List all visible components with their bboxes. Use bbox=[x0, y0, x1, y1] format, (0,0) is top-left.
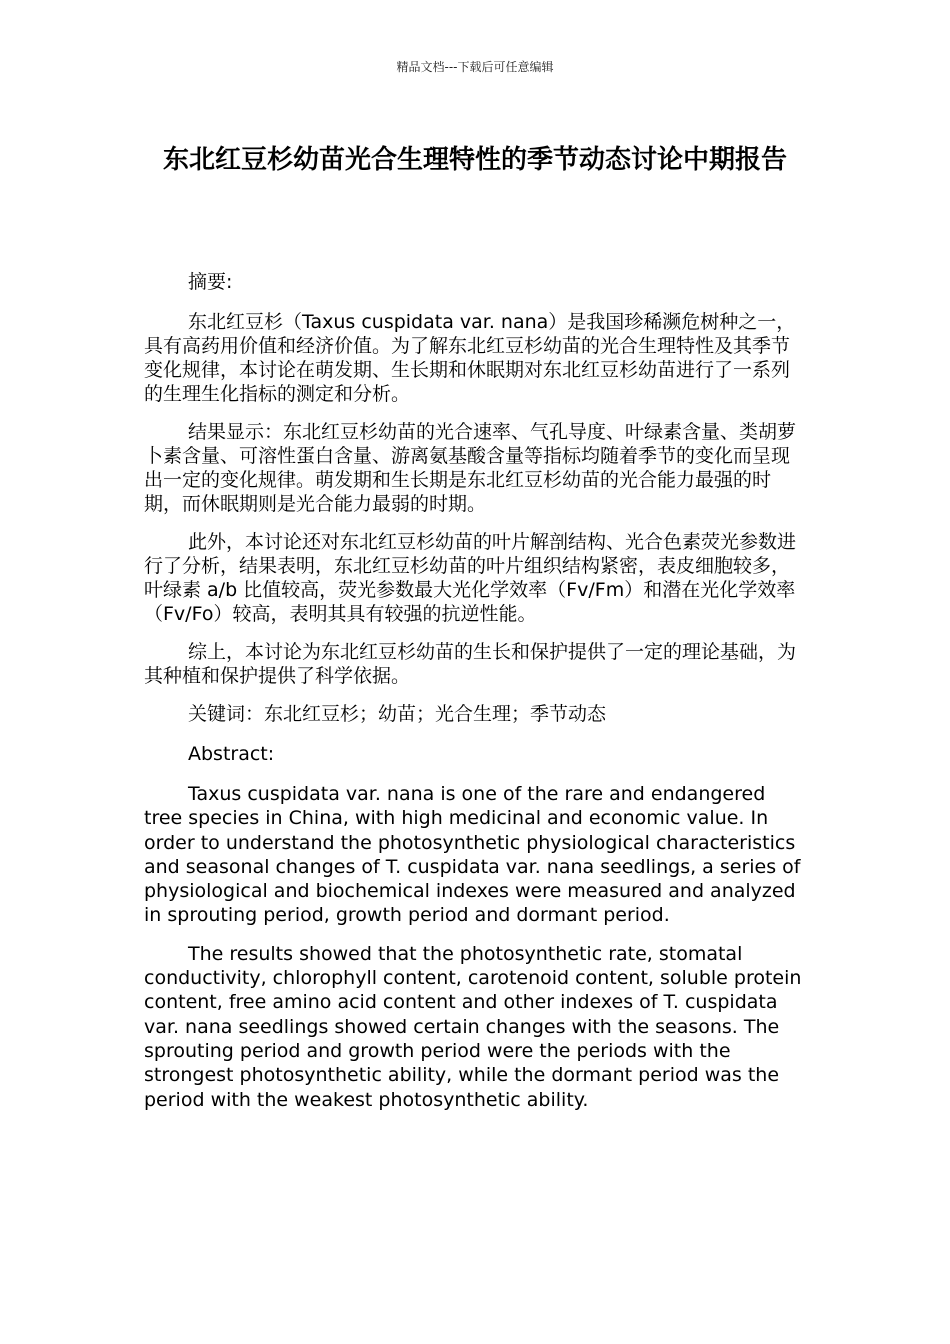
abstract-en-paragraph: The results showed that the photosynthetic rate, stomatal conductivity, chlorophyll content, carotenoid content, soluble protein content, free amino acid content and other indexes of T. cuspidata var. nana seedlings showed certain changes with the seasons. The sprouting period and growth period were the periods with the strongest photosynthetic ability, while the dormant period was the period with the weakest photosynthetic ability. bbox=[144, 942, 802, 1111]
abstract-paragraph: 结果显示：东北红豆杉幼苗的光合速率、气孔导度、叶绿素含量、类胡萝卜素含量、可溶性蛋白含量、游离氨基酸含量等指标均随着季节的变化而呈现出一定的变化规律。萌发期和生长期是东北红豆杉幼苗的光合能力最强的时期，而休眠期则是光合能力最弱的时期。 bbox=[144, 421, 797, 515]
document-body bbox=[144, 270, 804, 1126]
abstract-en-label: Abstract: bbox=[188, 743, 275, 765]
abstract-paragraph: 东北红豆杉（Taxus cuspidata var. nana）是我国珍稀濒危树种之一，具有高药用价值和经济价值。为了解东北红豆杉幼苗的光合生理特性及其季节变化规律，本讨论在萌发期、生长期和休眠期对东北红豆杉幼苗进行了一系列的生理生化指标的测定和分析。 bbox=[144, 311, 796, 405]
abstract-en-paragraph: Taxus cuspidata var. nana is one of the rare and endangered tree species in China, with high medicinal and economic value. In order to understand the photosynthetic physiological characteristics and seasonal changes of T. cuspidata var. nana seedlings, a series of physiological and biochemical indexes were measured and analyzed in sprouting period, growth period and dormant period. bbox=[144, 783, 801, 927]
abstract-label: 摘要: bbox=[188, 271, 233, 293]
abstract-paragraph: 此外，本讨论还对东北红豆杉幼苗的叶片解剖结构、光合色素荧光参数进行了分析，结果表明，东北红豆杉幼苗的叶片组织结构紧密，表皮细胞较多，叶绿素 a/b 比值较高，荧光参数最大光化学效率（Fv/Fm）和潜在光化学效率（Fv/Fo）较高，表明其具有较强的抗逆性能。 bbox=[144, 531, 797, 625]
document-title: 东北红豆杉幼苗光合生理特性的季节动态讨论中期报告 bbox=[162, 145, 787, 175]
header-note: 精品文档---下载后可任意编辑 bbox=[396, 60, 554, 74]
abstract-paragraph: 综上，本讨论为东北红豆杉幼苗的生长和保护提供了一定的理论基础，为其种植和保护提供了科学依据。 bbox=[144, 641, 797, 687]
keywords-line: 关键词：东北红豆杉；幼苗；光合生理；季节动态 bbox=[188, 703, 607, 725]
